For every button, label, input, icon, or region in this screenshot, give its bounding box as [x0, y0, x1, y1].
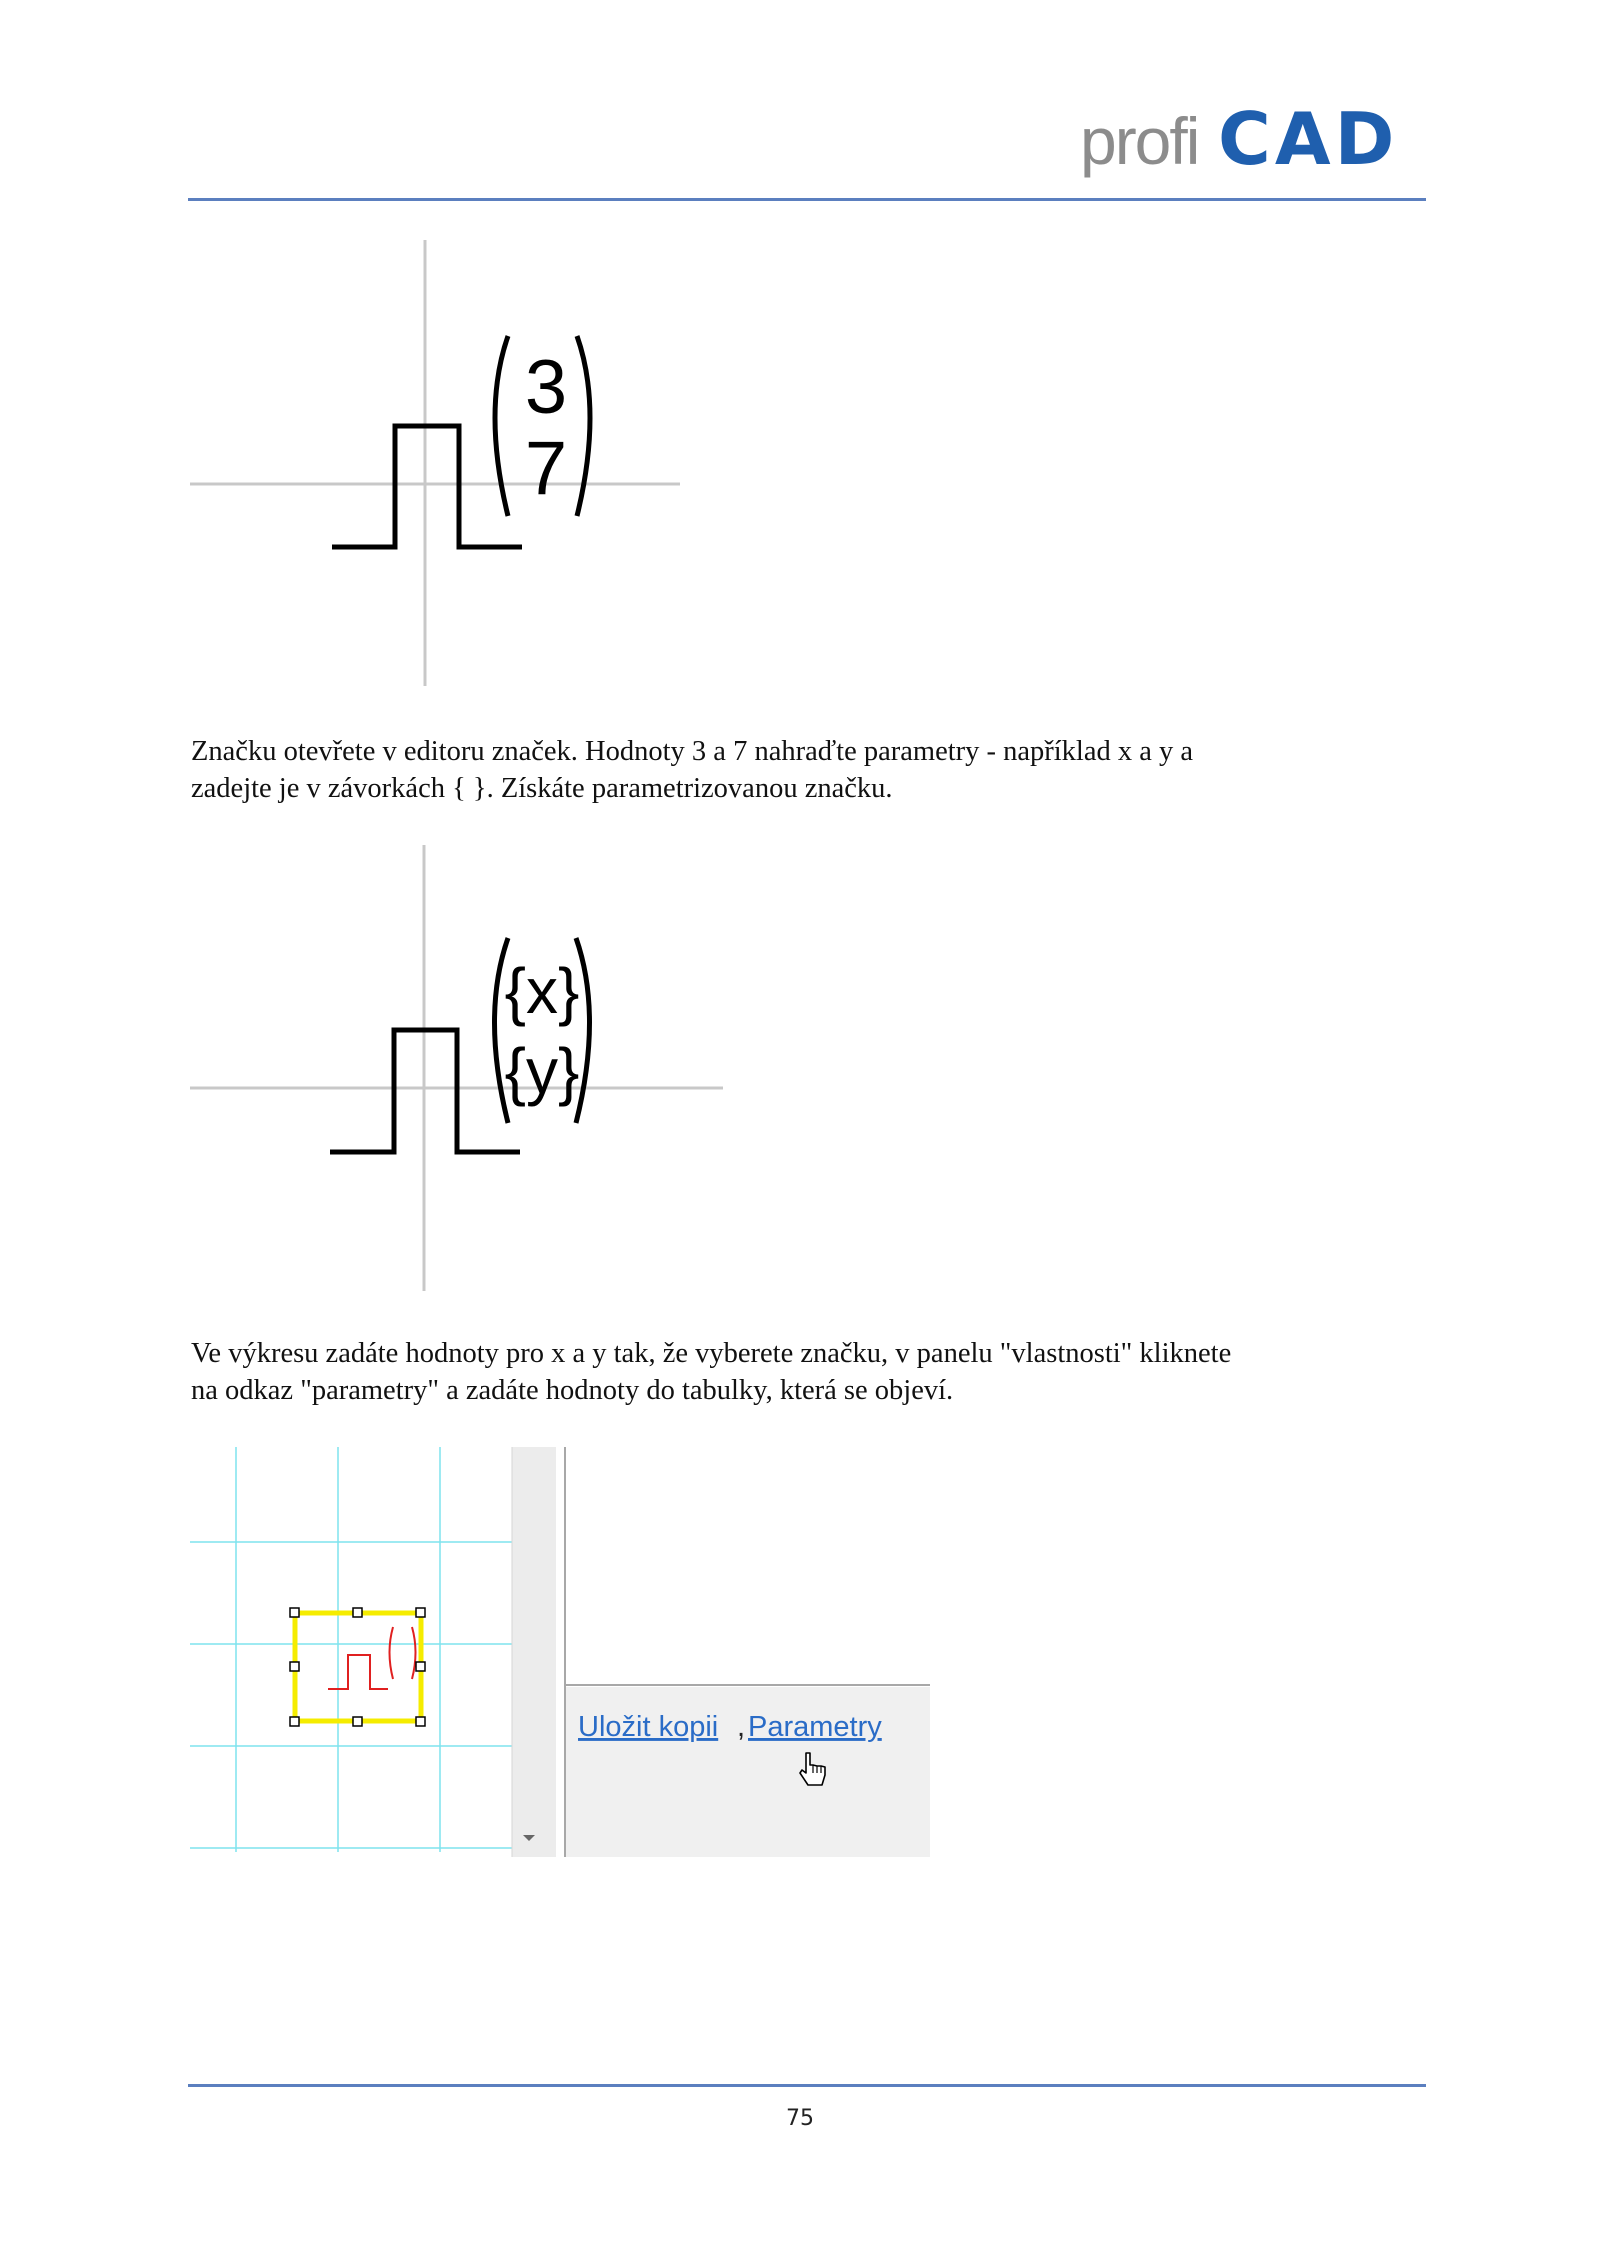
- paragraph-2-line-1: Ve výkresu zadáte hodnoty pro x a y tak, že vyberete značku, v panelu "vlastnosti" kliknete: [191, 1338, 1232, 1369]
- footer-rule: [188, 2084, 1426, 2087]
- page-number: 75: [786, 2106, 814, 2131]
- parameter-bottom: {y}: [504, 1035, 580, 1107]
- link-separator: ,: [737, 1711, 746, 1743]
- drawing-canvas[interactable]: [190, 1447, 512, 1852]
- header-rule: [188, 198, 1426, 201]
- symbol-value-top: 3: [524, 345, 568, 430]
- save-copy-link[interactable]: Uložit kopii: [578, 1711, 719, 1743]
- symbol-value-bottom: 7: [524, 426, 568, 511]
- properties-panel: [565, 1447, 930, 1857]
- paragraph-1-line-2: zadejte je v závorkách { }. Získáte parametrizovanou značku.: [191, 773, 893, 804]
- paragraph-2: [191, 1335, 1421, 1409]
- symbol-figure-values: [190, 238, 690, 688]
- logo-cad-text: CAD: [1218, 98, 1399, 181]
- app-screenshot: [190, 1447, 930, 1857]
- parameter-top: {x}: [504, 955, 580, 1027]
- proficad-logo: [1080, 98, 1420, 188]
- paragraph-2-line-2: na odkaz "parametry" a zadáte hodnoty do tabulky, která se objeví.: [191, 1375, 954, 1406]
- paragraph-1: [191, 733, 1421, 807]
- logo-profi-text: profi: [1080, 104, 1199, 178]
- paragraph-1-line-1: Značku otevřete v editoru značek. Hodnoty 3 a 7 nahraďte parametry - například x a y a: [191, 736, 1194, 767]
- vertical-scrollbar[interactable]: [512, 1447, 556, 1857]
- left-paren: [495, 336, 508, 516]
- pulse-symbol: [332, 426, 522, 547]
- symbol-figure-parameters: [190, 843, 730, 1293]
- right-paren: [577, 336, 590, 516]
- parameters-link[interactable]: Parametry: [748, 1711, 882, 1743]
